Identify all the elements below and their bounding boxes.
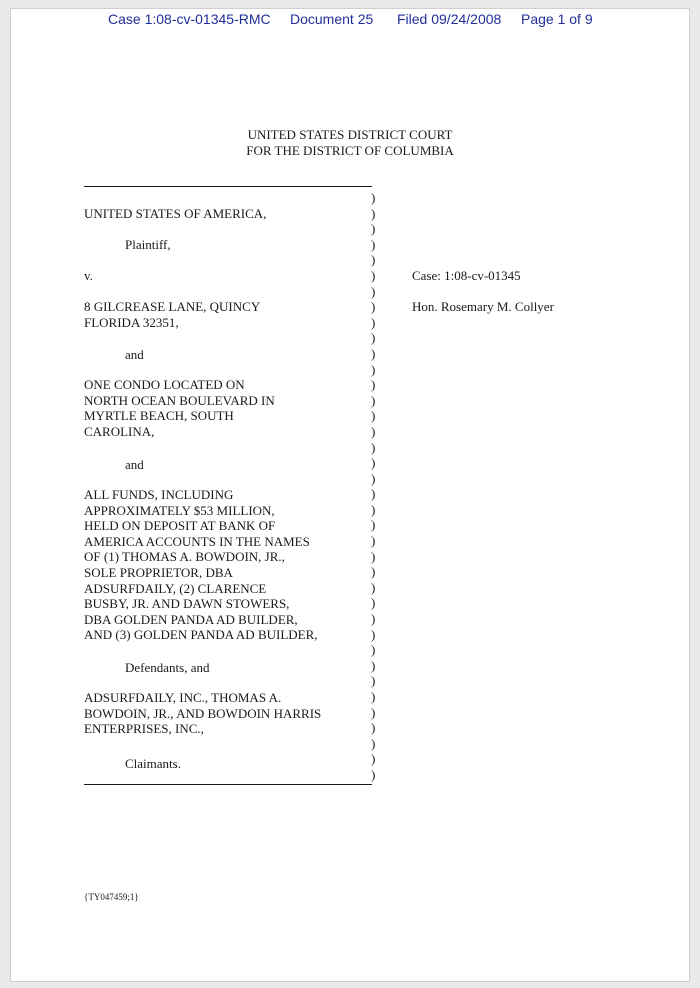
- and-connector-1: and: [125, 347, 144, 362]
- defendant-property-2: [84, 377, 275, 439]
- caption-paren: ): [371, 579, 376, 595]
- caption-paren: ): [371, 252, 376, 268]
- caption-paren: ): [371, 704, 376, 720]
- plaintiff-name: UNITED STATES OF AMERICA,: [84, 206, 267, 221]
- caption-paren: ): [371, 423, 376, 439]
- defendant-property-1: [84, 299, 260, 330]
- caption-paren: ): [371, 611, 376, 627]
- caption-paren: ): [371, 236, 376, 252]
- caption-paren: ): [371, 361, 376, 377]
- caption-paren: ): [371, 720, 376, 736]
- caption-paren: ): [371, 267, 376, 283]
- caption-paren: ): [371, 283, 376, 299]
- caption-paren: ): [371, 533, 376, 549]
- versus: v.: [84, 268, 93, 283]
- caption-paren: ): [371, 517, 376, 533]
- header-filed-date: Filed 09/24/2008: [397, 11, 502, 27]
- caption-paren: ): [371, 330, 376, 346]
- caption-top-rule: [84, 186, 372, 187]
- caption-paren: ): [371, 345, 376, 361]
- caption-paren: ): [371, 314, 376, 330]
- caption-line: ENTERPRISES, INC.,: [84, 721, 204, 737]
- caption-line: ADSURFDAILY, INC., THOMAS A.: [84, 690, 282, 705]
- caption-line: DBA GOLDEN PANDA AD BUILDER,: [84, 611, 298, 627]
- caption-parentheses-column: [371, 190, 375, 783]
- caption-paren: ): [371, 564, 376, 580]
- court-name-line2: FOR THE DISTRICT OF COLUMBIA: [246, 143, 454, 158]
- caption-paren: ): [371, 486, 376, 502]
- caption-paren: ): [371, 392, 376, 408]
- caption-paren: ): [371, 455, 376, 471]
- caption-paren: ): [371, 595, 376, 611]
- court-name-line1: UNITED STATES DISTRICT COURT: [247, 127, 453, 142]
- caption-line: CAROLINA,: [84, 423, 155, 439]
- caption-line: ADSURFDAILY, (2) CLARENCE: [84, 580, 267, 596]
- caption-line: 8 GILCREASE LANE, QUINCY: [84, 299, 261, 314]
- caption-paren: ): [371, 657, 376, 673]
- caption-paren: ): [371, 408, 376, 424]
- caption-paren: ): [371, 751, 376, 767]
- caption-paren: ): [371, 548, 376, 564]
- caption-paren: ): [371, 221, 376, 237]
- defendant-property-3: [84, 487, 318, 643]
- caption-paren: ): [371, 673, 376, 689]
- caption-line: AND (3) GOLDEN PANDA AD BUILDER,: [84, 627, 318, 643]
- judge-name: Hon. Rosemary M. Collyer: [412, 299, 554, 314]
- header-document-number: Document 25: [290, 11, 374, 27]
- caption-paren: ): [371, 377, 376, 393]
- caption-paren: ): [371, 439, 376, 455]
- caption-line: HELD ON DEPOSIT AT BANK OF: [84, 518, 276, 534]
- header-case-number: Case 1:08-cv-01345-RMC: [108, 11, 271, 27]
- caption-paren: ): [371, 190, 376, 205]
- defendants-role: Defendants, and: [125, 660, 210, 675]
- caption-line: MYRTLE BEACH, SOUTH: [84, 408, 234, 424]
- caption-line: BOWDOIN, JR., AND BOWDOIN HARRIS: [84, 705, 322, 721]
- caption-line: BUSBY, JR. AND DAWN STOWERS,: [84, 596, 290, 612]
- caption-paren: ): [371, 689, 376, 704]
- caption-paren: ): [371, 299, 376, 315]
- and-connector-2: and: [125, 457, 144, 472]
- caption-bottom-rule: [84, 784, 372, 785]
- caption-paren: ): [371, 205, 376, 221]
- caption-paren: ): [371, 626, 376, 642]
- claimants: [84, 690, 321, 737]
- caption-line: APPROXIMATELY $53 MILLION,: [84, 502, 275, 518]
- caption-paren: ): [371, 501, 376, 517]
- header-page-number: Page 1 of 9: [521, 11, 593, 27]
- case-number: Case: 1:08-cv-01345: [412, 268, 521, 283]
- caption-paren: ): [371, 766, 376, 782]
- caption-line: FLORIDA 32351,: [84, 314, 179, 330]
- caption-line: ONE CONDO LOCATED ON: [84, 377, 245, 392]
- caption-paren: ): [371, 470, 376, 486]
- caption-paren: ): [371, 735, 376, 751]
- caption-line: ALL FUNDS, INCLUDING: [84, 487, 234, 502]
- plaintiff-role: Plaintiff,: [125, 237, 171, 252]
- footer-document-id: {TY047459;1}: [84, 892, 139, 902]
- caption-line: OF (1) THOMAS A. BOWDOIN, JR.,: [84, 549, 285, 565]
- caption-line: AMERICA ACCOUNTS IN THE NAMES: [84, 533, 310, 549]
- caption-paren: ): [371, 642, 376, 658]
- caption-line: SOLE PROPRIETOR, DBA: [84, 564, 233, 580]
- claimants-role: Claimants.: [125, 756, 181, 771]
- caption-line: NORTH OCEAN BOULEVARD IN: [84, 392, 275, 408]
